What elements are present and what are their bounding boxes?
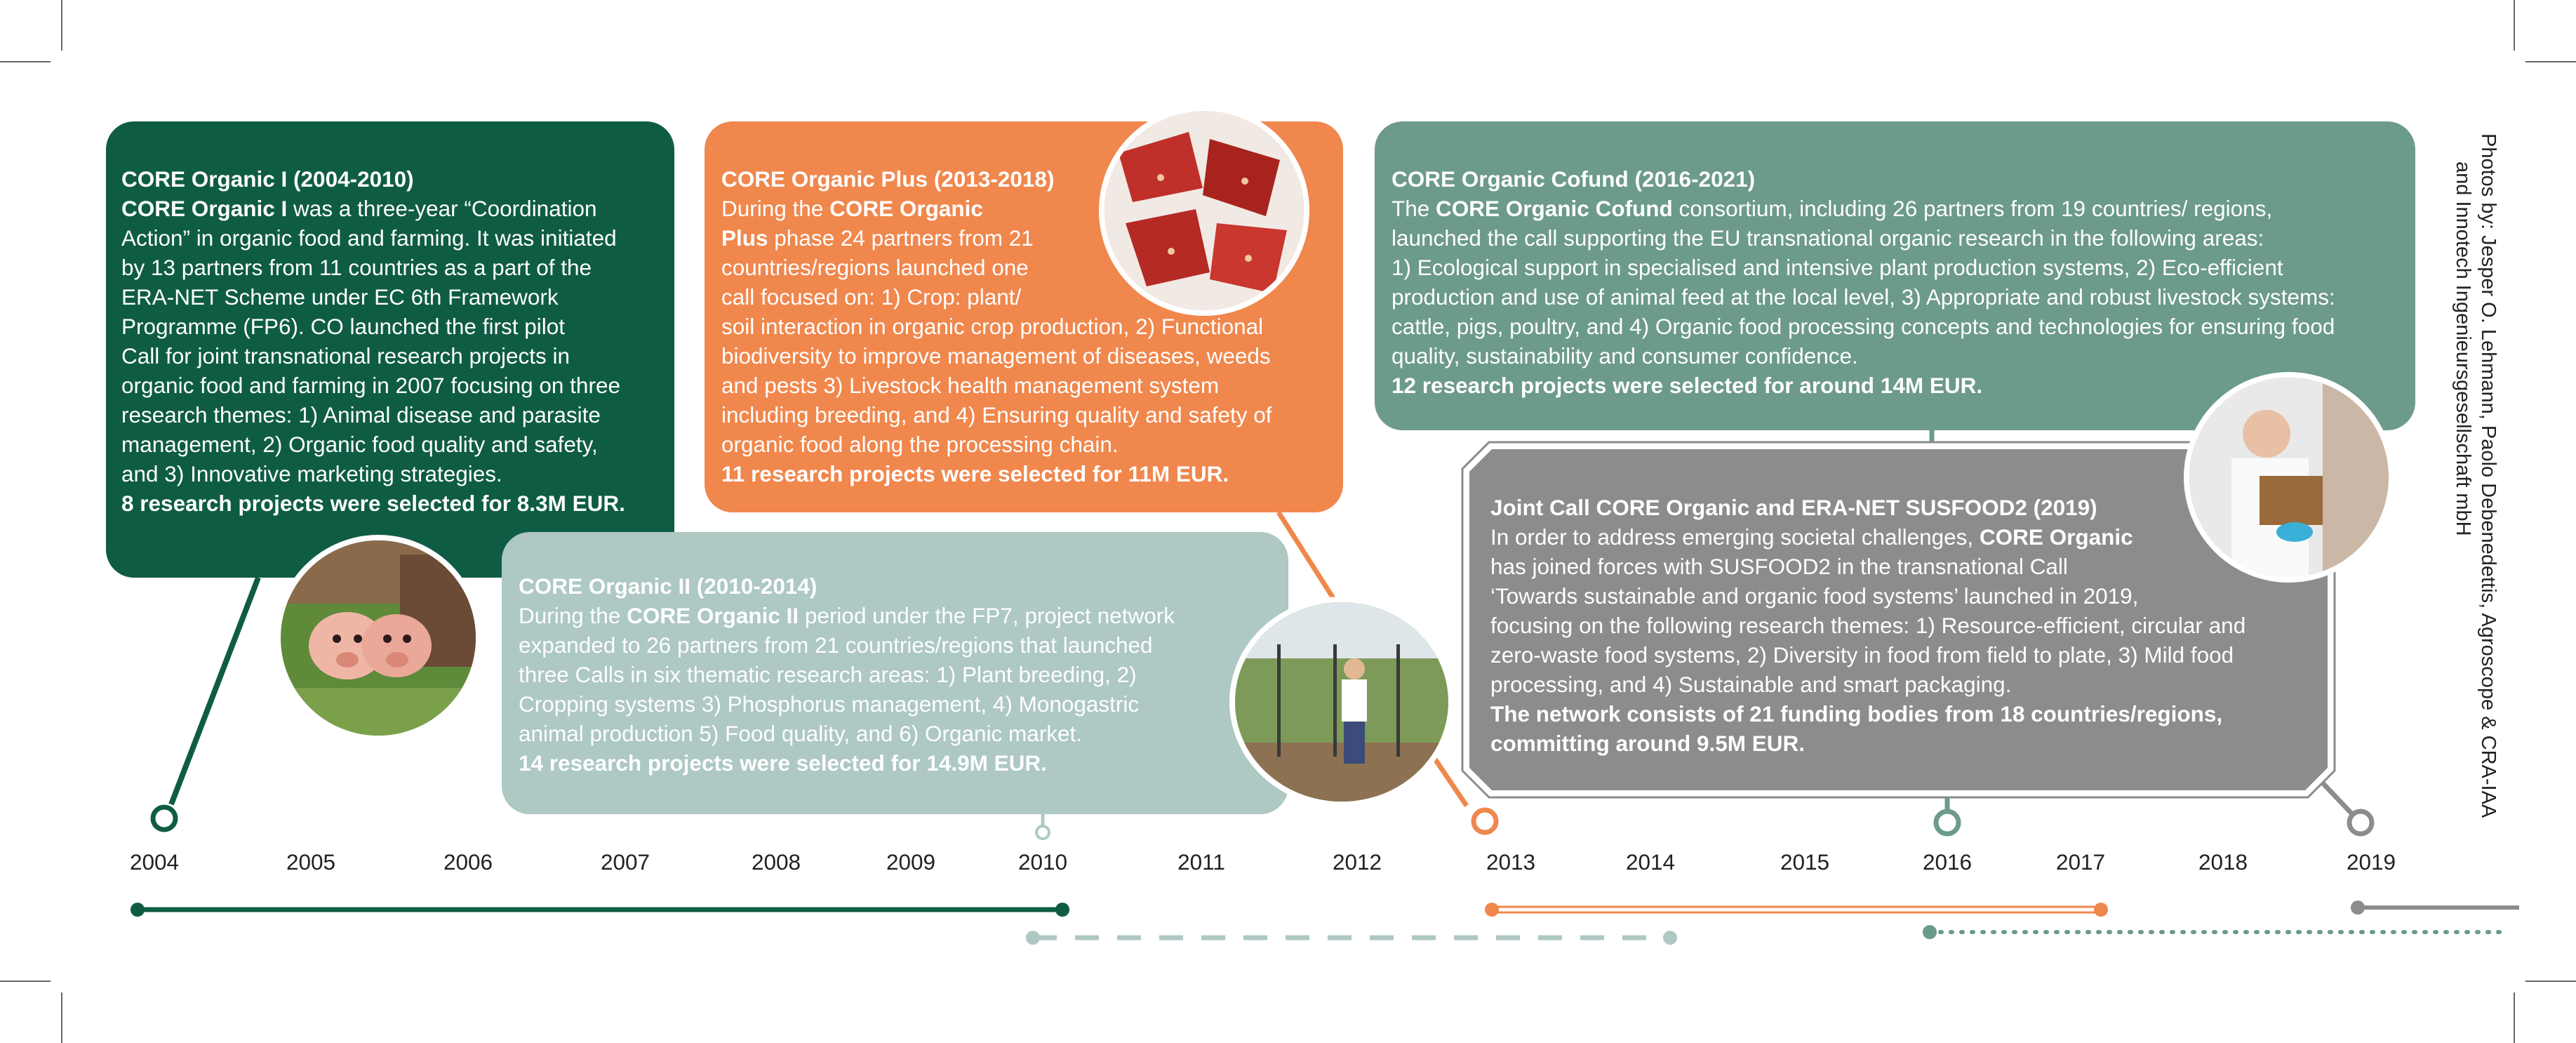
year-label: 2019 (2346, 849, 2396, 875)
card-line: soil interaction in organic crop production, 2) Functional (721, 314, 1264, 339)
tomatoes-photo (1099, 105, 1309, 316)
marker-2010 (1036, 826, 1049, 839)
year-label: 2012 (1332, 849, 1382, 875)
card-line: call focused on: 1) Crop: plant/ (721, 284, 1022, 310)
text: During the (721, 196, 830, 221)
year-label: 2016 (1922, 849, 1973, 875)
text: consortium, including 26 partners from 19 countries/ regions, (1672, 196, 2273, 221)
card-line: has joined forces with SUSFOOD2 in the transnational Call (1490, 554, 2068, 579)
card-line: Call for joint transnational research projects in (121, 343, 570, 368)
card-result: 14 research projects were selected for 14.9M EUR. (519, 750, 1047, 776)
card-result: 12 research projects were selected for around 14M EUR. (1392, 373, 1983, 398)
bar-cofund (1923, 925, 2502, 939)
bar-joint (2351, 901, 2519, 915)
card-line: cattle, pigs, poultry, and 4) Organic food processing concepts and technologies for ensuring food (1392, 314, 2335, 339)
text: The (1392, 196, 1436, 221)
card-line: zero-waste food systems, 2) Diversity in food from field to plate, 3) Mild food (1490, 642, 2234, 667)
year-label: 2006 (443, 849, 493, 875)
field-worker-photo (1229, 597, 1454, 807)
marker-2013 (1474, 810, 1496, 832)
card-line: ERA-NET Scheme under EC 6th Framework (121, 284, 559, 310)
bold-name: CORE Organic Cofund (1436, 196, 1673, 221)
card-title: CORE Organic I (2004-2010) (121, 166, 414, 192)
core-organic-1-card (106, 121, 674, 578)
year-label: 2013 (1486, 849, 1536, 875)
year-label: 2008 (751, 849, 801, 875)
bold-name: CORE Organic (1979, 524, 2133, 550)
card-title: CORE Organic II (2010-2014) (519, 573, 817, 599)
joint-call-text (1490, 493, 2245, 758)
connector-core1 (171, 578, 258, 804)
year-label: 2009 (886, 849, 936, 875)
year-label: 2007 (600, 849, 650, 875)
card-result: committing around 9.5M EUR. (1490, 731, 1806, 756)
card-line: and 3) Innovative marketing strategies. (121, 461, 502, 486)
researcher-photo (2184, 372, 2394, 583)
card-line: countries/regions launched one (721, 255, 1029, 280)
card-line: Action” in organic food and farming. It was initiated (121, 225, 617, 251)
year-label: 2014 (1625, 849, 1676, 875)
card-result: The network consists of 21 funding bodies from 18 countries/regions, (1490, 701, 2223, 726)
card-line: Programme (FP6). CO launched the first pilot (121, 314, 565, 339)
card-line: organic food and farming in 2007 focusing on three (121, 373, 620, 398)
card-line: production and use of animal feed at the local level, 3) Appropriate and robust livestock systems: (1392, 284, 2335, 310)
core-organic-2-card (502, 532, 1288, 814)
card-line: biodiversity to improve management of diseases, weeds (721, 343, 1271, 368)
card-line: by 13 partners from 11 countries as a part of the (121, 255, 592, 280)
marker-2019 (2349, 811, 2372, 834)
card-line: 1) Ecological support in specialised and intensive plant production systems, 2) Eco-efficient (1392, 255, 2283, 280)
year-label: 2018 (2198, 849, 2248, 875)
card-line: focusing on the following research themes: 1) Resource-efficient, circular and (1490, 613, 2246, 638)
marker-2004 (153, 807, 175, 830)
card-line: quality, sustainability and consumer confidence. (1392, 343, 1858, 368)
card-line: and pests 3) Livestock health management system (721, 373, 1220, 398)
card-line: expanded to 26 partners from 21 countries/regions that launched (519, 632, 1153, 658)
card-line: animal production 5) Food quality, and 6) Organic market. (519, 721, 1083, 746)
bar-core2 (1026, 931, 1677, 945)
photo-credit-text (2450, 133, 2501, 818)
year-label: 2004 (129, 849, 180, 875)
pigs-photo (275, 535, 481, 741)
text: During the (519, 603, 627, 628)
card-line: ‘Towards sustainable and organic food systems’ launched in 2019, (1490, 583, 2139, 609)
text: was a three-year “Coordination (287, 196, 597, 221)
card-line: management, 2) Organic food quality and safety, (121, 432, 598, 457)
text: period under the FP7, project network (799, 603, 1175, 628)
card-title: Joint Call CORE Organic and ERA-NET SUSFOOD2 (2019) (1490, 495, 2097, 520)
card-line: organic food along the processing chain. (721, 432, 1119, 457)
card-line: Cropping systems 3) Phosphorus management, 4) Monogastric (519, 691, 1140, 717)
text: phase 24 partners from 21 (768, 225, 1034, 251)
bold-name: CORE Organic I (121, 196, 288, 221)
marker-2016 (1936, 811, 1958, 834)
bar-core1 (131, 903, 1069, 917)
year-label: 2011 (1177, 849, 1225, 875)
card-title: CORE Organic Cofund (2016-2021) (1392, 166, 1756, 192)
credit-line: and Innotech Ingenieursgesellschaft mbH (2452, 161, 2474, 536)
card-result: 11 research projects were selected for 11M EUR. (721, 461, 1229, 486)
card-line: processing, and 4) Sustainable and smart packaging. (1490, 672, 2012, 697)
bold-name: CORE Organic (829, 196, 983, 221)
bar-plus (1485, 903, 2108, 917)
card-line: launched the call supporting the EU transnational organic research in the following areas: (1392, 225, 2264, 251)
card-line: research themes: 1) Animal disease and parasite (121, 402, 601, 427)
text: In order to address emerging societal challenges, (1490, 524, 1980, 550)
year-label: 2017 (2055, 849, 2106, 875)
card-result: 8 research projects were selected for 8.3M EUR. (121, 491, 625, 516)
credit-line: Photos by: Jesper O. Lehmann, Paolo Debenedettis, Agroscope & CRA-IAA (2477, 133, 2500, 818)
card-title: CORE Organic Plus (2013-2018) (721, 166, 1055, 192)
card-line: including breeding, and 4) Ensuring quality and safety of (721, 402, 1272, 427)
bold-name: CORE Organic II (627, 603, 799, 628)
photo-credit (2431, 133, 2515, 835)
year-label: 2010 (1017, 849, 1068, 875)
year-label: 2015 (1780, 849, 1830, 875)
card-line: three Calls in six thematic research areas: 1) Plant breeding, 2) (519, 662, 1137, 687)
year-label: 2005 (286, 849, 336, 875)
bold-name: Plus (721, 225, 768, 251)
